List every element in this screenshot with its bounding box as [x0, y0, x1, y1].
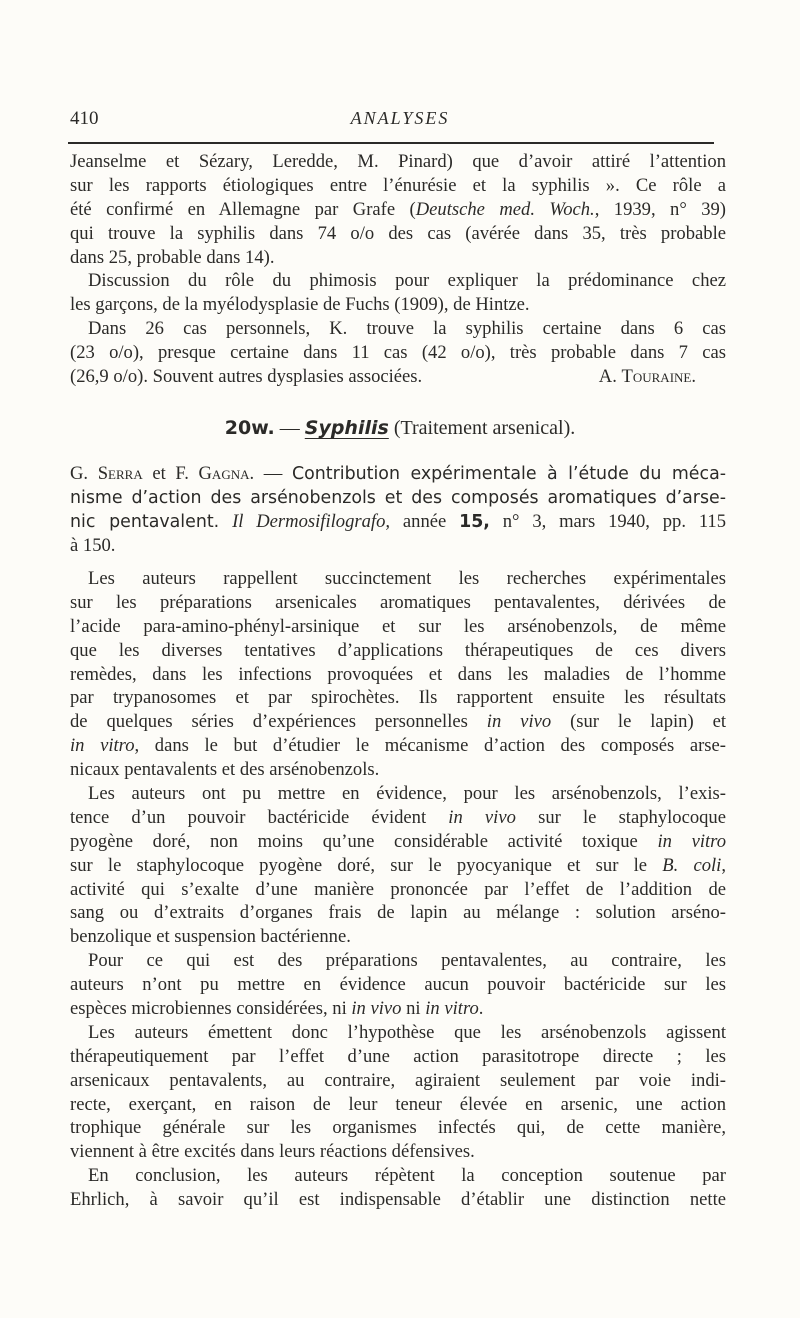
- text-line: sur le staphylocoque pyogène doré, sur le pyocyanique et sur le B. coli,: [70, 854, 726, 876]
- signature: A. Touraine.: [598, 366, 696, 388]
- page-number: 410: [70, 108, 99, 129]
- reference-line: G. Serra et F. Gagna. — Contribution expérimentale à l’étude du méca-: [70, 463, 727, 484]
- text-line: remèdes, dans les infections provoquées et dans les maladies de l’homme: [70, 663, 726, 685]
- text-line: arsenicaux pentavalents, au contraire, agiraient seulement par voie indi-: [70, 1069, 726, 1091]
- text-line: in vitro, dans le but d’étudier le mécanisme d’action des composés arse-: [70, 735, 726, 757]
- text-line: espèces microbiennes considérées, ni in vivo ni in vitro.: [70, 998, 484, 1020]
- text-line: Dans 26 cas personnels, K. trouve la syphilis certaine dans 6 cas: [88, 318, 726, 340]
- author: G. Serra: [70, 463, 143, 484]
- text-line: les garçons, de la myélodysplasie de Fuchs (1909), de Hintze.: [70, 294, 530, 316]
- previous-abstract: [70, 150, 726, 389]
- article-title: nic pentavalent.: [70, 511, 220, 532]
- article-title: nisme d’action des arsénobenzols et des composés aromatiques d’arse-: [70, 487, 726, 508]
- text-line: Jeanselme et Sézary, Leredde, M. Pinard) que d’avoir attiré l’attention: [70, 151, 726, 172]
- running-title: ANALYSES: [350, 108, 450, 128]
- article-reference: [70, 462, 726, 558]
- text-line: pyogène doré, non moins qu’une considérable activité toxique in vitro: [70, 830, 726, 852]
- journal-name: Il Dermosifilografo,: [232, 510, 391, 532]
- text-line: l’acide para-amino-phényl-arsinique et sur les arsénobenzols, de même: [70, 615, 726, 637]
- text-line: sur les préparations arsenicales aromatiques pentavalentes, dérivées de: [70, 591, 726, 613]
- section-number: 20w.: [224, 417, 275, 439]
- volume-number: 15,: [459, 511, 490, 532]
- text-line: Ehrlich, à savoir qu’il est indispensable d’établir une distinction nette: [70, 1189, 726, 1211]
- text-line: Les auteurs émettent donc l’hypothèse que les arsénobenzols agissent: [88, 1021, 726, 1043]
- reference-line: [70, 486, 726, 510]
- section-topic: Syphilis: [304, 417, 389, 439]
- text-line: En conclusion, les auteurs répètent la conception soutenue par: [88, 1165, 726, 1187]
- text-line: Les auteurs ont pu mettre en évidence, pour les arsénobenzols, l’exis-: [88, 783, 726, 805]
- text-line: trophique générale sur les organismes infectés qui, de cette manière,: [70, 1117, 726, 1139]
- reference-line: à 150.: [70, 534, 116, 556]
- text-line: qui trouve la syphilis dans 74 o/o des cas (avérée dans 35, très probable: [70, 222, 726, 244]
- text-line: nicaux pentavalents et des arsénobenzols.: [70, 759, 380, 781]
- text-line: été confirmé en Allemagne par Grafe (Deutsche med. Woch., 1939, n° 39): [70, 198, 726, 220]
- running-head: [0, 108, 800, 132]
- reference-line: nic pentavalent. Il Dermosifilografo, année 15, n° 3, mars 1940, pp. 115: [70, 510, 727, 532]
- text-line: Discussion du rôle du phimosis pour expliquer la prédominance chez: [88, 270, 726, 292]
- text-line: Pour ce qui est des préparations pentavalentes, au contraire, les: [88, 950, 726, 972]
- text-line: de quelques séries d’expériences personnelles in vivo (sur le lapin) et: [70, 711, 726, 733]
- text-line: benzolique et suspension bactérienne.: [70, 926, 351, 948]
- abstract-body: [70, 567, 726, 1212]
- text-line: sang ou d’extraits d’organes frais de lapin au mélange : solution arséno-: [70, 902, 726, 924]
- text-line: que les diverses tentatives d’applications thérapeutiques de ces divers: [70, 639, 726, 661]
- author: F. Gagna.: [175, 463, 255, 484]
- header-rule: [68, 142, 714, 144]
- text-line: thérapeutiquement par l’effet d’une action parasitotrope directe ; les: [70, 1045, 726, 1067]
- article-title: Contribution expérimentale à l’étude du méca-: [291, 464, 727, 484]
- text-line: recte, exerçant, en raison de leur teneur élevée en arsenic, une action: [70, 1093, 726, 1115]
- text-line: activité qui s’exalte d’une manière prononcée par l’effet de l’addition de: [70, 878, 726, 900]
- text-line: auteurs n’ont pu mettre en évidence aucun pouvoir bactéricide sur les: [70, 974, 726, 996]
- section-subtitle: (Traitement arsenical).: [393, 417, 576, 439]
- text-line: par trypanosomes et par spirochètes. Ils rapportent ensuite les résultats: [70, 687, 726, 709]
- text-line: tence d’un pouvoir bactéricide évident in vivo sur le staphylocoque: [70, 806, 726, 828]
- text-line: sur les rapports étiologiques entre l’énurésie et la syphilis ». Ce rôle a: [70, 174, 726, 196]
- signature-line: (26,9 o/o). Souvent autres dysplasies associées. A. Touraine.: [70, 366, 696, 388]
- text-line: dans 25, probable dans 14).: [70, 246, 275, 268]
- text-line: (23 o/o), presque certaine dans 11 cas (42 o/o), très probable dans 7 cas: [70, 342, 726, 364]
- text-line: Les auteurs rappellent succinctement les recherches expérimentales: [88, 568, 726, 589]
- text-line: viennent à être excités dans leurs réactions défensives.: [70, 1141, 475, 1163]
- section-heading: 20w. — Syphilis (Traitement arsenical).: [224, 417, 576, 439]
- journal-name: Deutsche med. Woch.: [415, 198, 595, 220]
